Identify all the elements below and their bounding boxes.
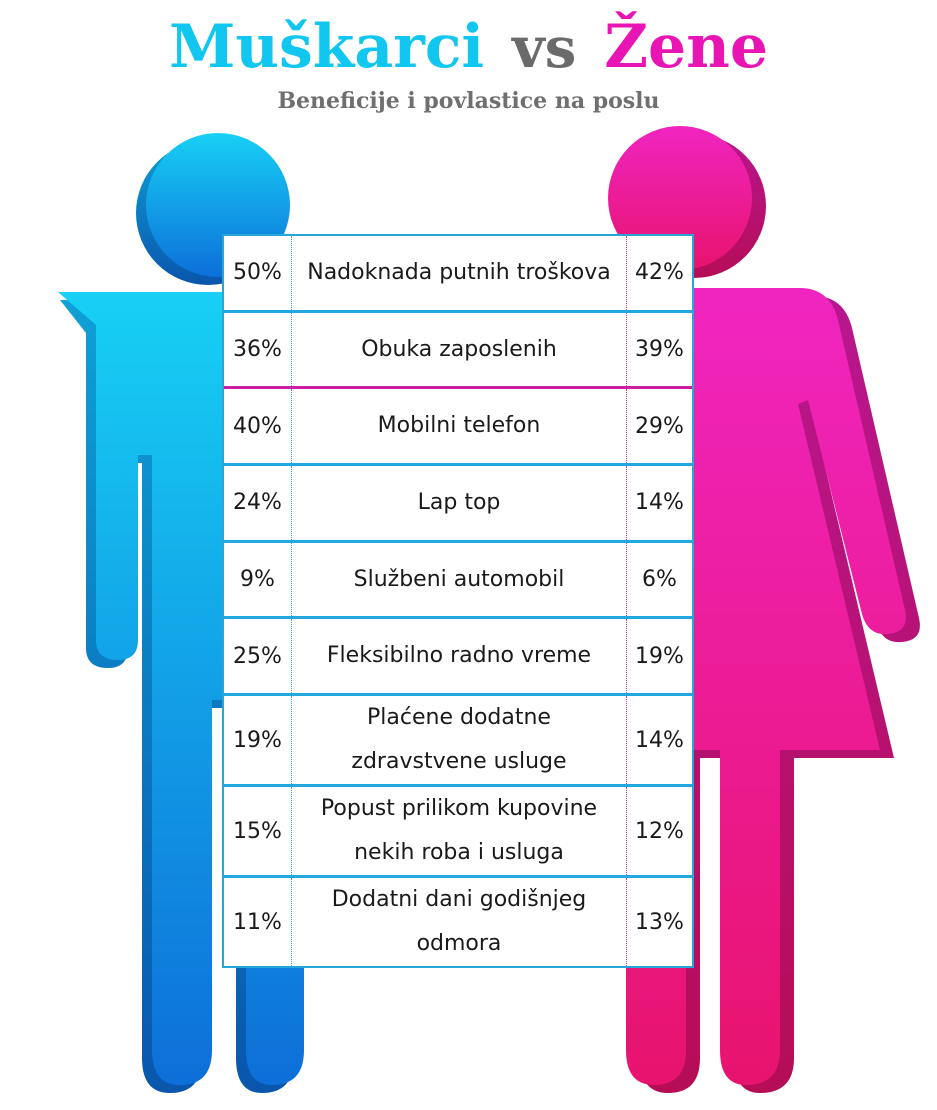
benefit-label: Mobilni telefon: [377, 413, 541, 439]
women-value: 29%: [626, 389, 692, 463]
title-vs: vs: [512, 15, 577, 81]
title-women: Žene: [604, 12, 769, 82]
benefit-label: Službeni automobil: [353, 566, 565, 592]
page-subtitle: Beneficije i povlastice na poslu: [277, 88, 660, 114]
women-value: 42%: [626, 236, 692, 310]
men-value: 36%: [224, 313, 292, 387]
women-value: 19%: [626, 619, 692, 693]
women-value: 14%: [626, 696, 692, 784]
benefit-label: Nadoknada putnih troškova: [307, 259, 611, 285]
men-value: 19%: [224, 696, 292, 784]
men-value: 50%: [224, 236, 292, 310]
women-value: 39%: [626, 313, 692, 387]
benefit-label: Popust prilikom kupovine nekih roba i usluga: [320, 796, 598, 866]
women-value: 12%: [626, 787, 692, 875]
women-value: 13%: [626, 878, 692, 966]
men-value: 9%: [224, 543, 292, 617]
page-title: [0, 10, 937, 85]
table-row: [224, 236, 692, 313]
men-value: 25%: [224, 619, 292, 693]
men-value: 11%: [224, 878, 292, 966]
table-row: [224, 389, 692, 466]
table-row: [224, 696, 692, 787]
table-row: [224, 878, 692, 966]
table-row: [224, 543, 692, 620]
title-men: Muškarci: [168, 12, 485, 82]
men-value: 15%: [224, 787, 292, 875]
benefit-label: Plaćene dodatne zdravstvene usluge: [351, 705, 567, 775]
table-row: [224, 787, 692, 878]
table-row: [224, 619, 692, 696]
women-value: 14%: [626, 466, 692, 540]
men-value: 24%: [224, 466, 292, 540]
benefit-label: Obuka zaposlenih: [361, 336, 557, 362]
table-row: [224, 466, 692, 543]
benefit-label: Dodatni dani godišnjeg odmora: [331, 887, 587, 957]
comparison-table: [222, 234, 694, 968]
women-value: 6%: [626, 543, 692, 617]
men-value: 40%: [224, 389, 292, 463]
table-row: [224, 313, 692, 390]
benefit-label: Lap top: [417, 489, 501, 515]
benefit-label: Fleksibilno radno vreme: [326, 643, 592, 669]
